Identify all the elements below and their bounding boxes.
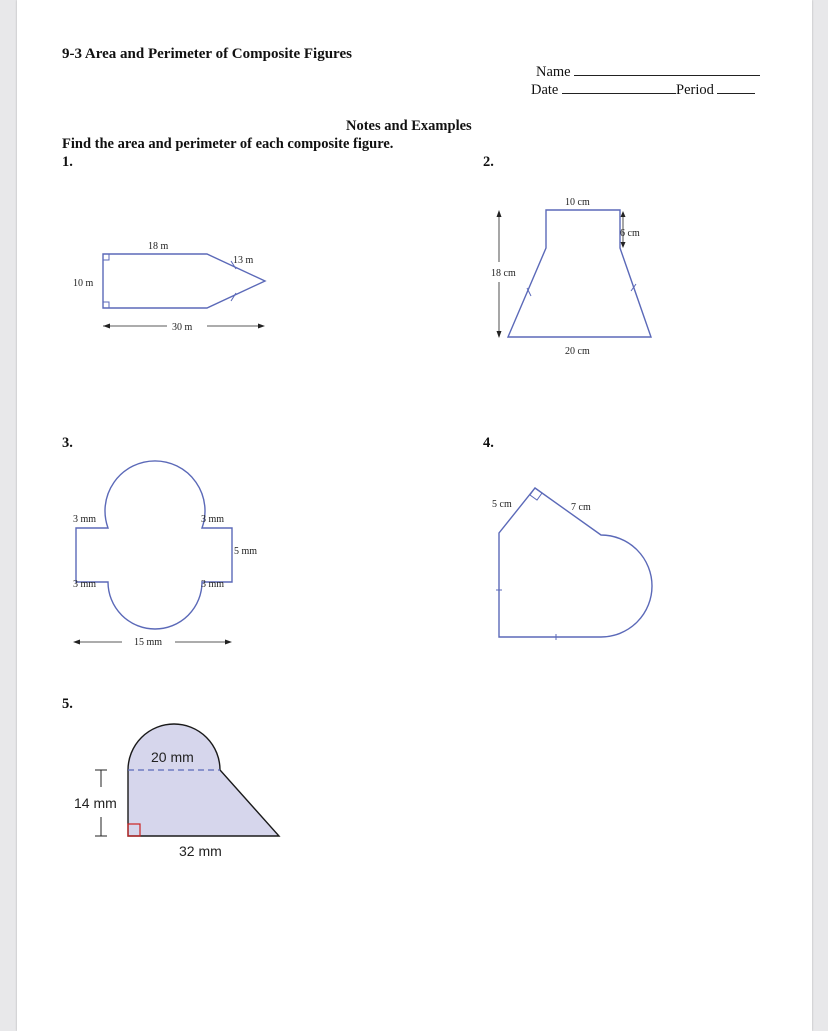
figure-2-label-top: 10 cm xyxy=(565,197,590,208)
figure-1-label-left: 10 m xyxy=(73,278,94,289)
problem-1-number: 1. xyxy=(62,154,73,170)
name-label: Name xyxy=(536,64,571,80)
figure-1-label-bottom: 30 m xyxy=(172,322,193,333)
figure-1-label-top: 18 m xyxy=(148,241,169,252)
problem-3-number: 3. xyxy=(62,435,73,451)
figure-5-label-top: 20 mm xyxy=(151,749,194,765)
instructions: Find the area and perimeter of each composite figure. xyxy=(62,136,394,152)
notes-heading: Notes and Examples xyxy=(346,118,472,134)
figure-5-label-height: 14 mm xyxy=(74,795,117,811)
figure-3-label-width: 15 mm xyxy=(134,637,163,648)
figure-3-label-top-left: 3 mm xyxy=(73,514,97,525)
figure-4-label-right: 7 cm xyxy=(571,502,591,513)
date-label: Date xyxy=(531,82,559,98)
problem-2-number: 2. xyxy=(483,154,494,170)
figure-5-shape xyxy=(128,724,279,836)
figure-4-label-left: 5 cm xyxy=(492,499,512,510)
figure-2-label-height: 18 cm xyxy=(491,268,516,279)
figure-5 xyxy=(17,0,812,1031)
worksheet-page xyxy=(17,0,812,1031)
worksheet-title: 9-3 Area and Perimeter of Composite Figures xyxy=(62,46,352,62)
figure-1-label-slant: 13 m xyxy=(233,255,254,266)
figure-3-label-top-right: 3 mm xyxy=(201,514,225,525)
period-label: Period xyxy=(676,82,714,98)
problem-5-number: 5. xyxy=(62,696,73,712)
figure-3-label-bottom-left: 3 mm xyxy=(73,579,97,590)
figure-2-label-step: 6 cm xyxy=(620,228,640,239)
figure-5-label-bottom: 32 mm xyxy=(179,843,222,859)
figure-3-label-side: 5 mm xyxy=(234,546,258,557)
figure-3-label-bottom-right: 3 mm xyxy=(201,579,225,590)
problem-4-number: 4. xyxy=(483,435,494,451)
figure-2-label-bottom: 20 cm xyxy=(565,346,590,357)
